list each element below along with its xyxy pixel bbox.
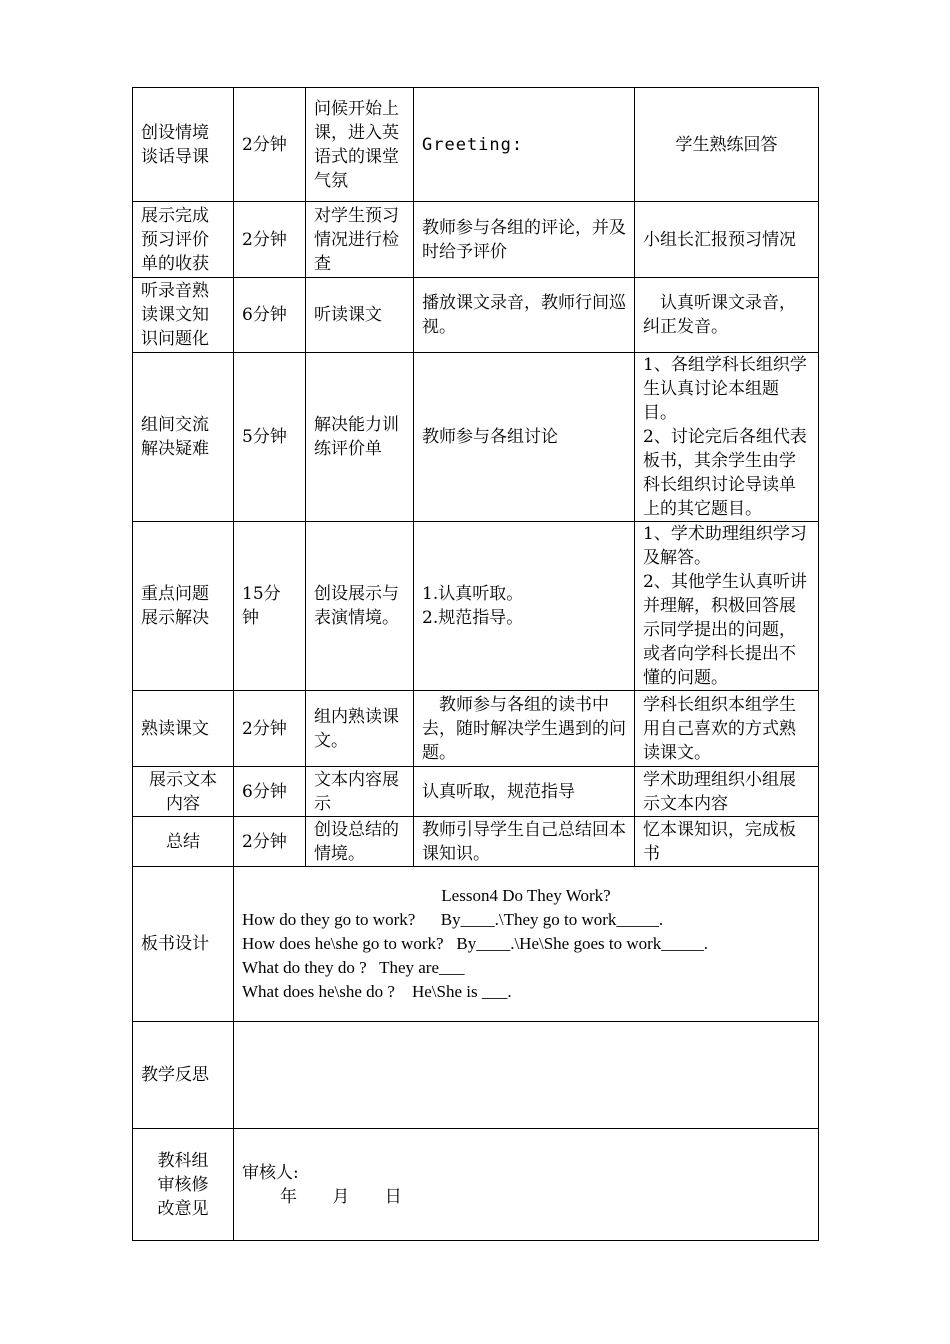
time-cell: 2分钟 (234, 88, 306, 202)
board-design-label: 板书设计 (133, 867, 234, 1022)
teacher-activity-cell (414, 522, 635, 691)
stage-cell: 重点问题展示解决 (133, 522, 234, 691)
time-cell: 2分钟 (234, 817, 306, 867)
student-activity-cell: 忆本课知识，完成板书 (635, 817, 819, 867)
student-activity-cell: 认真听课文录音，纠正发音。 (635, 278, 819, 353)
table-row (133, 522, 819, 691)
student-activity-cell (635, 353, 819, 522)
content-cell: 创设总结的情境。 (306, 817, 414, 867)
table-row (133, 767, 819, 817)
board-line: What does he\she do ? He\She is ___. (242, 982, 512, 1001)
student-activity-cell: 学术助理组织小组展示文本内容 (635, 767, 819, 817)
content-cell: 对学生预习情况进行检查 (306, 202, 414, 278)
content-cell: 问候开始上课，进入英语式的课堂气氛 (306, 88, 414, 202)
table-row (133, 691, 819, 767)
stage-cell: 展示文本内容 (133, 767, 234, 817)
table-row (133, 353, 819, 522)
teacher-activity-cell: 教师引导学生自己总结回本课知识。 (414, 817, 635, 867)
board-design-content (234, 867, 819, 1022)
board-line: What do they do ? They are___ (242, 958, 465, 977)
time-cell: 15分钟 (234, 522, 306, 691)
time-cell: 6分钟 (234, 278, 306, 353)
lesson-plan-table (132, 87, 819, 1241)
content-cell: 听读课文 (306, 278, 414, 353)
teacher-step: 2.规范指导。 (422, 608, 524, 628)
review-content (234, 1129, 819, 1241)
reviewer-label: 审核人: (242, 1162, 299, 1183)
table-row (133, 202, 819, 278)
stage-cell: 听录音熟读课文知识问题化 (133, 278, 234, 353)
content-cell: 文本内容展示 (306, 767, 414, 817)
student-activity-cell: 学科长组织本组学生用自己喜欢的方式熟读课文。 (635, 691, 819, 767)
teacher-activity-cell: 认真听取，规范指导 (414, 767, 635, 817)
teacher-activity-cell: Greeting: (414, 88, 635, 202)
stage-cell: 熟读课文 (133, 691, 234, 767)
lesson-title: Lesson4 Do They Work? (441, 886, 611, 905)
time-cell: 2分钟 (234, 202, 306, 278)
time-cell: 6分钟 (234, 767, 306, 817)
table-row (133, 278, 819, 353)
student-activity-cell: 小组长汇报预习情况 (635, 202, 819, 278)
stage-cell: 组间交流解决疑难 (133, 353, 234, 522)
student-step: 2、其他学生认真听讲并理解，积极回答展示同学提出的问题，或者向学科长提出不懂的问题。 (643, 572, 807, 688)
stage-cell: 创设情境谈话导课 (133, 88, 234, 202)
stage-cell: 总结 (133, 817, 234, 867)
student-step: 1、学术助理组织学习及解答。 (643, 524, 807, 568)
board-design-row (133, 867, 819, 1022)
teacher-step: 1.认真听取。 (422, 584, 524, 604)
review-date: 年 月 日 (280, 1186, 402, 1207)
teacher-activity-cell: 教师参与各组的读书中去，随时解决学生遇到的问题。 (414, 691, 635, 767)
reflection-content (234, 1022, 819, 1129)
content-cell: 组内熟读课文。 (306, 691, 414, 767)
content-cell: 创设展示与表演情境。 (306, 522, 414, 691)
review-label: 教科组审核修改意见 (133, 1129, 234, 1241)
student-step: 2、讨论完后各组代表板书，其余学生由学科长组织讨论导读单上的其它题目。 (643, 427, 807, 519)
reflection-label: 教学反思 (133, 1022, 234, 1129)
teacher-activity-cell: 教师参与各组讨论 (414, 353, 635, 522)
table-row (133, 817, 819, 867)
table-row (133, 88, 819, 202)
review-row (133, 1129, 819, 1241)
board-line: How does he\she go to work? By____.\He\She goes to work_____. (242, 934, 709, 953)
time-cell: 5分钟 (234, 353, 306, 522)
teacher-activity-cell: 播放课文录音，教师行间巡视。 (414, 278, 635, 353)
teacher-activity-cell: 教师参与各组的评论，并及时给予评价 (414, 202, 635, 278)
time-cell: 2分钟 (234, 691, 306, 767)
stage-cell: 展示完成预习评价单的收获 (133, 202, 234, 278)
board-line: How do they go to work? By____.\They go to work_____. (242, 910, 664, 929)
student-step: 1、各组学科长组织学生认真讨论本组题目。 (643, 355, 807, 423)
reflection-row (133, 1022, 819, 1129)
student-activity-cell (635, 522, 819, 691)
student-activity-cell: 学生熟练回答 (635, 88, 819, 202)
content-cell: 解决能力训练评价单 (306, 353, 414, 522)
